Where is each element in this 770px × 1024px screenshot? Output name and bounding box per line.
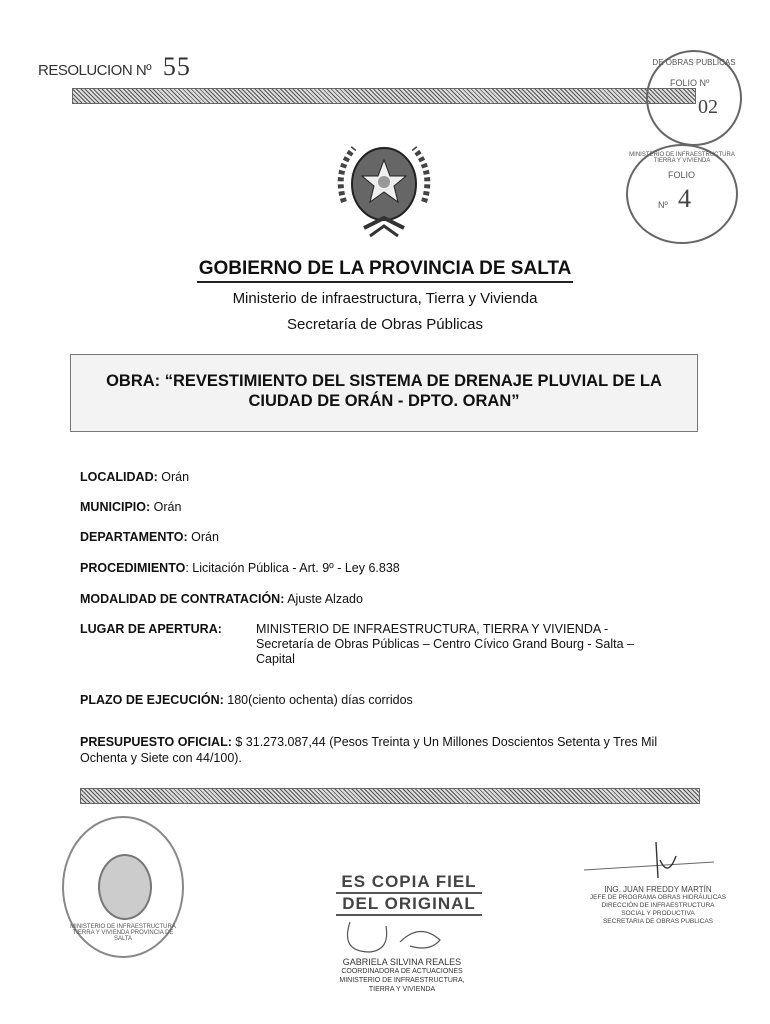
- signature-center-line1: COORDINADORA DE ACTUACIONES: [341, 968, 463, 975]
- folio-stamp-top: [646, 50, 742, 146]
- folio-stamp-top-number: 02: [698, 96, 718, 118]
- signature-right-line3: SOCIAL Y PRODUCTIVA: [621, 910, 695, 917]
- field-lugar-line1: MINISTERIO DE INFRAESTRUCTURA, TIERRA Y VIVIENDA -: [256, 622, 609, 636]
- coat-of-arms-icon: [324, 132, 444, 244]
- government-title: [0, 258, 770, 280]
- field-lugar-line2: Secretaría de Obras Públicas – Centro Cívico Grand Bourg - Salta –: [256, 637, 634, 651]
- field-lugar-label: [80, 622, 222, 636]
- resolution-number: 55: [162, 52, 191, 81]
- field-modalidad-value: Ajuste Alzado: [287, 592, 363, 606]
- field-departamento-label: DEPARTAMENTO:: [80, 530, 188, 544]
- signature-center: [330, 958, 474, 994]
- signature-center-line2: MINISTERIO DE INFRAESTRUCTURA,: [339, 977, 465, 984]
- signature-scribble-center-icon: [340, 912, 460, 958]
- folio-stamp-bottom-label: FOLIO: [668, 170, 696, 180]
- signature-right-line4: SECRETARIA DE OBRAS PUBLICAS: [602, 918, 714, 925]
- copia-fiel-line2: DEL ORIGINAL: [336, 894, 482, 916]
- field-municipio-value: Orán: [153, 500, 182, 514]
- ministry-seal: [62, 816, 184, 958]
- seal-emblem-icon: [98, 854, 152, 920]
- field-municipio: [80, 500, 181, 514]
- copia-fiel-stamp: [336, 872, 482, 916]
- signature-right: [588, 886, 728, 926]
- field-modalidad: [80, 592, 363, 606]
- folio-stamp-bottom-arc: MINISTERIO DE INFRAESTRUCTURA TIERRA Y VIVIENDA: [629, 152, 735, 164]
- field-lugar-label-text: LUGAR DE APERTURA:: [80, 622, 222, 636]
- obra-title-box: [70, 354, 698, 432]
- folio-stamp-top-arc: DE OBRAS PUBLICAS: [652, 58, 736, 67]
- field-plazo: [80, 693, 413, 707]
- folio-stamp-bottom-number: 4: [678, 184, 691, 213]
- signature-center-name: GABRIELA SILVINA REALES: [342, 957, 462, 967]
- field-localidad-value: Orán: [161, 470, 190, 484]
- folio-stamp-bottom: [626, 144, 738, 244]
- field-localidad-label: LOCALIDAD:: [80, 470, 158, 484]
- obra-title-line2: CIUDAD DE ORÁN - DPTO. ORAN”: [248, 392, 520, 410]
- field-presupuesto-value: $ 31.273.087,44 (Pesos Treinta y Un Millones Doscientos Setenta y Tres Mil Ochenta y Siete con 44/100).: [80, 735, 658, 765]
- ministry-seal-text: MINISTERIO DE INFRAESTRUCTURA TIERRA Y VIVIENDA PROVINCIA DE SALTA: [70, 924, 176, 942]
- copia-fiel-line1: ES COPIA FIEL: [336, 872, 482, 894]
- field-procedimiento-label: PROCEDIMIENTO: [80, 561, 186, 575]
- secretariat-title: Secretaría de Obras Públicas: [287, 316, 483, 333]
- folio-stamp-bottom-no-label: Nº: [658, 200, 668, 210]
- field-procedimiento: [80, 561, 400, 575]
- field-lugar-line3: Capital: [256, 652, 295, 666]
- field-modalidad-label: MODALIDAD DE CONTRATACIÓN:: [80, 592, 285, 606]
- resolution-label: RESOLUCION Nº: [38, 62, 152, 79]
- field-departamento: [80, 530, 219, 544]
- field-plazo-value: 180(ciento ochenta) días corridos: [227, 693, 413, 707]
- field-presupuesto-label: PRESUPUESTO OFICIAL:: [80, 735, 232, 749]
- field-localidad: [80, 470, 189, 484]
- top-hatched-divider: [72, 88, 696, 104]
- signature-right-name: ING. JUAN FREDDY MARTÍN: [604, 885, 712, 894]
- field-procedimiento-value: : Licitación Pública - Art. 9º - Ley 6.838: [185, 561, 400, 575]
- bottom-hatched-divider: [80, 788, 700, 804]
- signature-scribble-right-icon: [584, 838, 724, 884]
- resolution-header: [38, 52, 191, 82]
- field-presupuesto: [80, 734, 700, 766]
- field-municipio-label: MUNICIPIO:: [80, 500, 151, 514]
- obra-title-line1: OBRA: “REVESTIMIENTO DEL SISTEMA DE DRENAJE PLUVIAL DE LA: [106, 372, 662, 390]
- field-departamento-value: Orán: [191, 530, 219, 544]
- ministry-title: Ministerio de infraestructura, Tierra y Vivienda: [232, 290, 538, 307]
- folio-stamp-top-label: FOLIO Nº: [670, 78, 710, 88]
- field-lugar-value: [256, 622, 696, 667]
- government-title-text: GOBIERNO DE LA PROVINCIA DE SALTA: [197, 258, 574, 283]
- field-plazo-label: PLAZO DE EJECUCIÓN:: [80, 693, 224, 707]
- signature-right-line1: JEFE DE PROGRAMA OBRAS HIDRÁULICAS: [589, 894, 727, 901]
- signature-right-line2: DIRECCIÓN DE INFRAESTRUCTURA: [601, 902, 715, 909]
- signature-center-line3: TIERRA Y VIVIENDA: [368, 986, 436, 993]
